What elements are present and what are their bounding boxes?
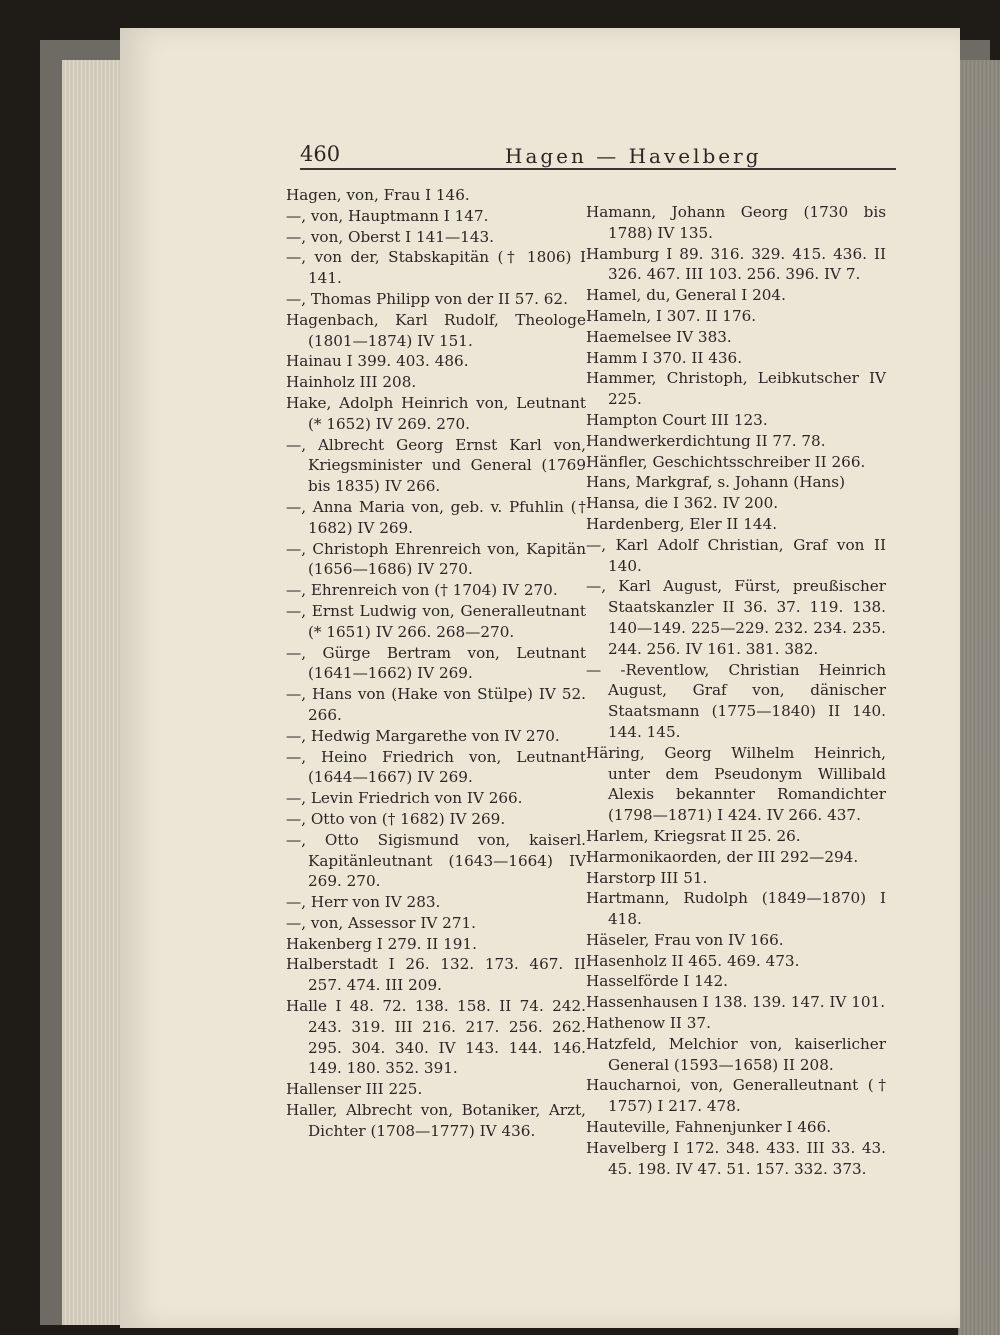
index-entry: Hardenberg, Eler II 144.: [586, 514, 778, 533]
index-entry: Hansa, die I 362. IV 200.: [586, 494, 779, 513]
index-entry: —, von, Oberst I 141—143.: [286, 227, 494, 246]
index-entry: Häring, Georg Wilhelm Heinrich, unter dem Pseudonym Willibald Alexis bekannter Romandichter (1798—1871) I 424. IV 266. 437.: [586, 743, 886, 825]
index-entry: Hänfler, Geschichtsschreiber II 266.: [586, 452, 866, 471]
index-entry: Hagen, von, Frau I 146.: [286, 186, 470, 204]
index-entry: Hameln, I 307. II 176.: [586, 306, 757, 325]
index-entry: —, von, Assessor IV 271.: [286, 913, 476, 932]
index-entry: —, Otto von († 1682) IV 269.: [286, 809, 506, 828]
index-entry: Hammer, Christoph, Leibkutscher IV 225.: [586, 369, 886, 409]
index-entry: Harlem, Kriegsrat II 25. 26.: [586, 826, 801, 845]
header-rule: [300, 168, 896, 170]
index-entry: —, Ehrenreich von († 1704) IV 270.: [286, 581, 558, 600]
index-entry: Hallenser III 225.: [286, 1080, 423, 1099]
index-entry: — -Reventlow, Christian Heinrich August, Graf von, dänischer Staatsmann (1775—1840) II 140. 144. 145.: [586, 660, 886, 741]
index-entry: —, Hans von (Hake von Stülpe) IV 52. 266.: [286, 685, 586, 724]
index-entry: Hampton Court III 123.: [586, 410, 768, 429]
index-entry: —, Anna Maria von, geb. v. Pfuhlin († 1682) IV 269.: [286, 497, 586, 537]
index-entry: Hasenholz II 465. 469. 473.: [586, 951, 800, 970]
index-entry: Hauteville, Fahnenjunker I 466.: [586, 1118, 832, 1137]
index-entry: Harstorp III 51.: [586, 868, 708, 887]
index-entry: Hainholz III 208.: [286, 373, 417, 392]
index-entry: Hainau I 399. 403. 486.: [286, 352, 469, 371]
index-entry: Handwerkerdichtung II 77. 78.: [586, 431, 826, 450]
index-entry: Häseler, Frau von IV 166.: [586, 930, 784, 949]
index-entry: Hamburg I 89. 316. 329. 415. 436. II 326. 467. III 103. 256. 396. IV 7.: [586, 244, 886, 284]
index-entry: —, Levin Friedrich von IV 266.: [286, 789, 523, 808]
index-entry: —, Christoph Ehrenreich von, Kapitän (1656—1686) IV 270.: [286, 539, 586, 579]
index-entry: —, von, Hauptmann I 147.: [286, 206, 489, 225]
index-entry: —, Herr von IV 283.: [286, 893, 441, 912]
index-entry: —, von der, Stabskapitän († 1806) I 141.: [286, 248, 586, 288]
index-entry: Hathenow II 37.: [586, 1014, 711, 1033]
index-entry: —, Ernst Ludwig von, Generalleutnant (* 1651) IV 266. 268—270.: [286, 601, 586, 641]
index-entry: —, Thomas Philipp von der II 57. 62.: [286, 289, 568, 308]
index-entry: Hamann, Johann Georg (1730 bis 1788) IV 135.: [586, 203, 886, 242]
index-entry: —, Hedwig Margarethe von IV 270.: [286, 726, 560, 745]
index-entry: Hakenberg I 279. II 191.: [286, 934, 477, 953]
index-entry: Havelberg I 172. 348. 433. III 33. 43. 45. 198. IV 47. 51. 157. 332. 373.: [586, 1138, 886, 1178]
page-number: 460: [300, 142, 341, 166]
index-entry: Hans, Markgraf, s. Johann (Hans): [586, 473, 846, 492]
index-entry: Haller, Albrecht von, Botaniker, Arzt, Dichter (1708—1777) IV 436.: [286, 1101, 586, 1140]
index-entry: —, Gürge Bertram von, Leutnant (1641—1662) IV 269.: [286, 643, 586, 683]
running-head: Hagen — Havelberg: [505, 144, 762, 168]
index-entry: Hartmann, Rudolph (1849—1870) I 418.: [586, 889, 886, 929]
index-entry: —, Karl Adolf Christian, Graf von II 140.: [586, 535, 886, 575]
index-entry: Halle I 48. 72. 138. 158. II 74. 242. 243. 319. III 216. 217. 256. 262. 295. 304. 340. IV 143. 144. 146. 149. 180. 352. 391.: [286, 997, 586, 1078]
index-entry: Hasselförde I 142.: [586, 972, 728, 991]
index-entry: Hamel, du, General I 204.: [586, 286, 786, 305]
index-entry: Hatzfeld, Melchior von, kaiserlicher General (1593—1658) II 208.: [586, 1034, 886, 1074]
index-entry: —, Albrecht Georg Ernst Karl von, Kriegsminister und General (1769 bis 1835) IV 266.: [286, 435, 586, 496]
index-entry: Halberstadt I 26. 132. 173. 467. II 257. 474. III 209.: [286, 955, 586, 995]
index-entry: Hassenhausen I 138. 139. 147. IV 101.: [586, 993, 886, 1012]
index-entry: Haucharnoi, von, Generalleutnant († 1757) I 217. 478.: [586, 1076, 886, 1116]
index-entry: Hagenbach, Karl Rudolf, Theologe (1801—1874) IV 151.: [286, 310, 586, 350]
index-column-right: [586, 202, 886, 1179]
index-entry: Hake, Adolph Heinrich von, Leutnant (* 1652) IV 269. 270.: [286, 393, 586, 433]
facing-page-edge: [958, 60, 1000, 1335]
index-entry: Haemelsee IV 383.: [586, 327, 732, 346]
index-column-left: [286, 185, 586, 1142]
index-entry: —, Otto Sigismund von, kaiserl. Kapitänleutnant (1643—1664) IV 269. 270.: [286, 830, 586, 891]
index-entry: Hamm I 370. II 436.: [586, 348, 743, 367]
index-entry: —, Karl August, Fürst, preußischer Staatskanzler II 36. 37. 119. 138. 140—149. 225—229. 232. 234. 235. 244. 256. IV 161. 381. 382.: [586, 577, 886, 658]
index-entry: Harmonikaorden, der III 292—294.: [586, 847, 859, 866]
index-entry: —, Heino Friedrich von, Leutnant (1644—1667) IV 269.: [286, 747, 586, 787]
